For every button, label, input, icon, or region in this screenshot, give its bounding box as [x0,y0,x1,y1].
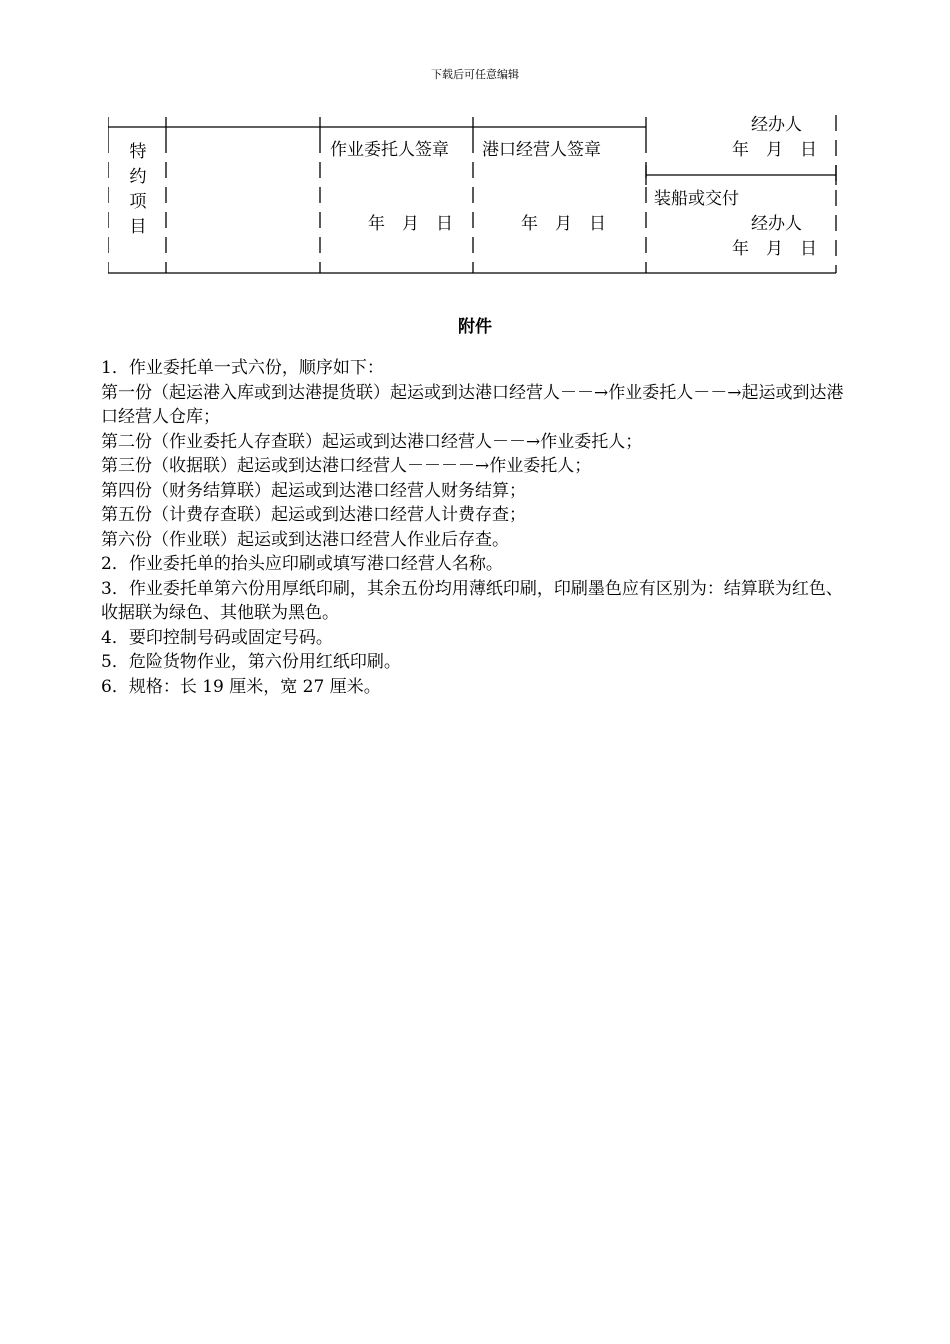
handler-label-top: 经办人 [751,115,802,135]
special-terms-label [128,140,148,240]
special-label-char: 特 [129,142,147,162]
attachment-title: 附件 [458,317,492,337]
special-label-char: 目 [129,217,147,237]
note-line: 3．作业委托单第六份用厚纸印刷，其余五份均用薄纸印刷，印刷墨色应有区别为：结算联为红色、收据联为绿色、其他联为黑色。 [101,578,843,623]
port-operator-signature-label: 港口经营人签章 [482,140,601,160]
page-header: 下载后可任意编辑 [431,68,519,81]
handler-label-bottom: 经办人 [751,214,802,234]
note-line: 1．作业委托单一式六份，顺序如下： [101,358,384,378]
note-line: 第三份（收据联）起运或到达港口经营人－－－－→作业委托人； [101,456,592,476]
special-label-char: 约 [129,167,147,187]
note-line: 4．要印控制号码或固定号码。 [101,627,333,648]
note-line: 2．作业委托单的抬头应印刷或填写港口经营人名称。 [101,554,503,574]
handler-date-bottom: 年 月 日 [732,239,817,259]
note-line: 第六份（作业联）起运或到达港口经营人作业后存查。 [101,529,509,550]
port-signature-date: 年 月 日 [521,214,606,234]
client-signature-label: 作业委托人签章 [330,140,449,160]
shipping-delivery-label: 装船或交付 [654,189,739,209]
note-line: 第二份（作业委托人存查联）起运或到达港口经营人－－→作业委托人； [101,431,643,452]
handler-date-top: 年 月 日 [732,140,817,160]
note-line: 第五份（计费存查联）起运或到达港口经营人计费存查； [101,505,526,525]
client-signature-date: 年 月 日 [368,214,453,234]
note-line: 6．规格：长 19 厘米，宽 27 厘米。 [101,676,381,697]
note-line: 第四份（财务结算联）起运或到达港口经营人财务结算； [101,480,526,501]
note-line: 第一份（起运港入库或到达港提货联）起运或到达港口经营人－－→作业委托人－－→起运或到达港口经营人仓库； [101,382,844,427]
special-terms-form [108,115,837,273]
special-label-char: 项 [129,192,147,212]
attachment-notes [101,356,853,699]
note-line: 5．危险货物作业，第六份用红纸印刷。 [101,652,401,672]
